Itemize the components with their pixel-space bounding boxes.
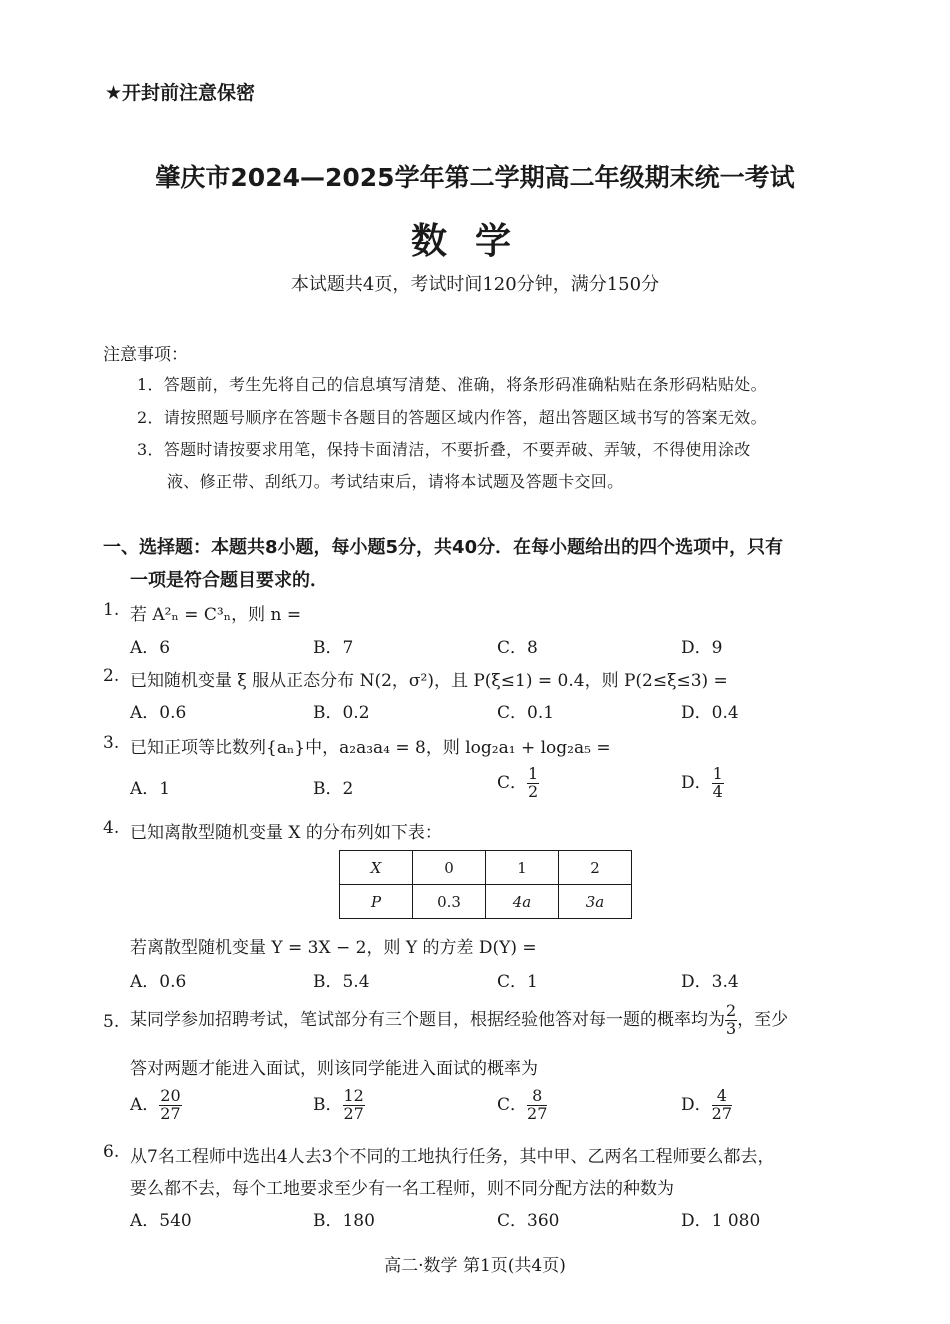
option-d: D． $\frac{4}{27}$ <box>681 1086 732 1123</box>
subject-title: 数学 <box>410 221 539 262</box>
fraction <box>725 1003 737 1038</box>
numerator: 1 <box>528 764 539 783</box>
distribution-table <box>339 850 632 919</box>
option-a: A．1 <box>130 779 171 799</box>
note-item: 3．答题时请按要求用笔，保持卡面清洁，不要折叠，不要弄破、弄皱，不得使用涂改 <box>137 440 751 459</box>
table-cell: P <box>340 885 413 919</box>
fraction <box>712 766 724 801</box>
section-heading: 一、选择题：本题共8小题，每小题5分，共40分．在每小题给出的四个选项中，只有 <box>103 537 784 558</box>
fraction: $\frac{20}{27}$ <box>160 1086 181 1123</box>
table-cell: 1 <box>486 851 559 885</box>
option-d: D．9 <box>681 638 723 658</box>
confidential-notice: ★开封前注意保密 <box>105 82 256 104</box>
question-stem-cont: 答对两题才能进入面试，则该同学能进入面试的概率为 <box>130 1059 538 1079</box>
table-cell: X <box>340 851 413 885</box>
denominator: 4 <box>712 781 723 801</box>
section-heading-cont: 一项是符合题目要求的． <box>130 570 328 591</box>
fraction: $\frac{12}{27}$ <box>343 1086 364 1123</box>
table-cell: 3a <box>559 885 632 919</box>
option-a: A．6 <box>130 638 171 658</box>
denominator: 3 <box>726 1018 737 1038</box>
option-b: B．0.2 <box>313 703 370 723</box>
question-stem: 从7名工程师中选出4人去3个不同的工地执行任务，其中甲、乙两名工程师要么都去， <box>130 1147 775 1167</box>
option-d: D．3.4 <box>681 972 739 992</box>
question-stem: 若 A²ₙ = C³ₙ，则 n = <box>130 605 302 625</box>
question-number: 1. <box>103 600 120 620</box>
numerator: 2 <box>726 1001 737 1020</box>
option-c: C．360 <box>497 1211 560 1231</box>
question-number: 3. <box>103 733 120 753</box>
table-cell: 2 <box>559 851 632 885</box>
option-c: C．0.1 <box>497 703 555 723</box>
question-number: 6. <box>103 1142 120 1162</box>
option-label: C． <box>497 772 528 793</box>
numerator: 1 <box>712 764 723 783</box>
question-stem: 某同学参加招聘考试，笔试部分有三个题目，根据经验他答对每一题的概率均为 $\frac{2}{3}$ ，至少 <box>130 1001 789 1038</box>
option-a: A．0.6 <box>130 972 187 992</box>
exam-info: 本试题共4页，考试时间120分钟，满分150分 <box>290 274 660 295</box>
fraction <box>527 766 539 801</box>
question-stem-cont: 若离散型随机变量 Y = 3X − 2，则 Y 的方差 D(Y) = <box>130 938 537 958</box>
option-d: D．0.4 <box>681 703 739 723</box>
denominator: 2 <box>528 781 539 801</box>
table-cell: 4a <box>486 885 559 919</box>
option-b: B．180 <box>313 1211 375 1231</box>
note-item: 液、修正带、刮纸刀。考试结束后，请将本试题及答题卡交回。 <box>167 472 624 491</box>
question-number: 4. <box>103 818 120 838</box>
option-d: D．1 080 <box>681 1211 761 1231</box>
question-stem: 已知正项等比数列{aₙ}中，a₂a₃a₄ = 8，则 log₂a₁ + log₂a₅ = <box>130 738 611 758</box>
option-a: A． $\frac{20}{27}$ <box>130 1086 181 1123</box>
table-row <box>340 851 632 885</box>
question-number: 2. <box>103 666 120 686</box>
option-b: B．7 <box>313 638 354 658</box>
table-row <box>340 885 632 919</box>
question-stem-cont: 要么都不去，每个工地要求至少有一名工程师，则不同分配方法的种数为 <box>130 1179 674 1199</box>
note-item: 1．答题前，考生先将自己的信息填写清楚、准确，将条形码准确粘贴在条形码粘贴处。 <box>137 375 767 394</box>
question-number: 5. <box>103 1012 120 1032</box>
page-footer: 高二·数学 第1页(共4页) <box>384 1256 566 1276</box>
option-a: A．540 <box>130 1211 192 1231</box>
option-d <box>681 766 724 801</box>
option-c: C．1 <box>497 972 538 992</box>
option-c: C． $\frac{8}{27}$ <box>497 1086 548 1123</box>
notes-title: 注意事项： <box>103 345 188 365</box>
exam-title: 肇庆市2024—2025学年第二学期高二年级期末统一考试 <box>155 163 795 192</box>
question-stem: 已知离散型随机变量 X 的分布列如下表： <box>130 823 442 843</box>
note-item: 2．请按照题号顺序在答题卡各题目的答题区域内作答，超出答题区域书写的答案无效。 <box>137 408 767 427</box>
option-c <box>497 766 539 801</box>
question-stem: 已知随机变量 ξ 服从正态分布 N(2，σ²)，且 P(ξ≤1) = 0.4，则 P(2≤ξ≤3) = <box>130 671 728 691</box>
option-label: D． <box>681 772 712 793</box>
option-a: A．0.6 <box>130 703 187 723</box>
table-cell: 0.3 <box>413 885 486 919</box>
option-b: B． $\frac{12}{27}$ <box>313 1086 364 1123</box>
option-b: B．5.4 <box>313 972 370 992</box>
option-b: B．2 <box>313 779 354 799</box>
fraction: $\frac{8}{27}$ <box>527 1086 548 1123</box>
table-cell: 0 <box>413 851 486 885</box>
option-c: C．8 <box>497 638 538 658</box>
fraction: $\frac{4}{27}$ <box>711 1086 732 1123</box>
